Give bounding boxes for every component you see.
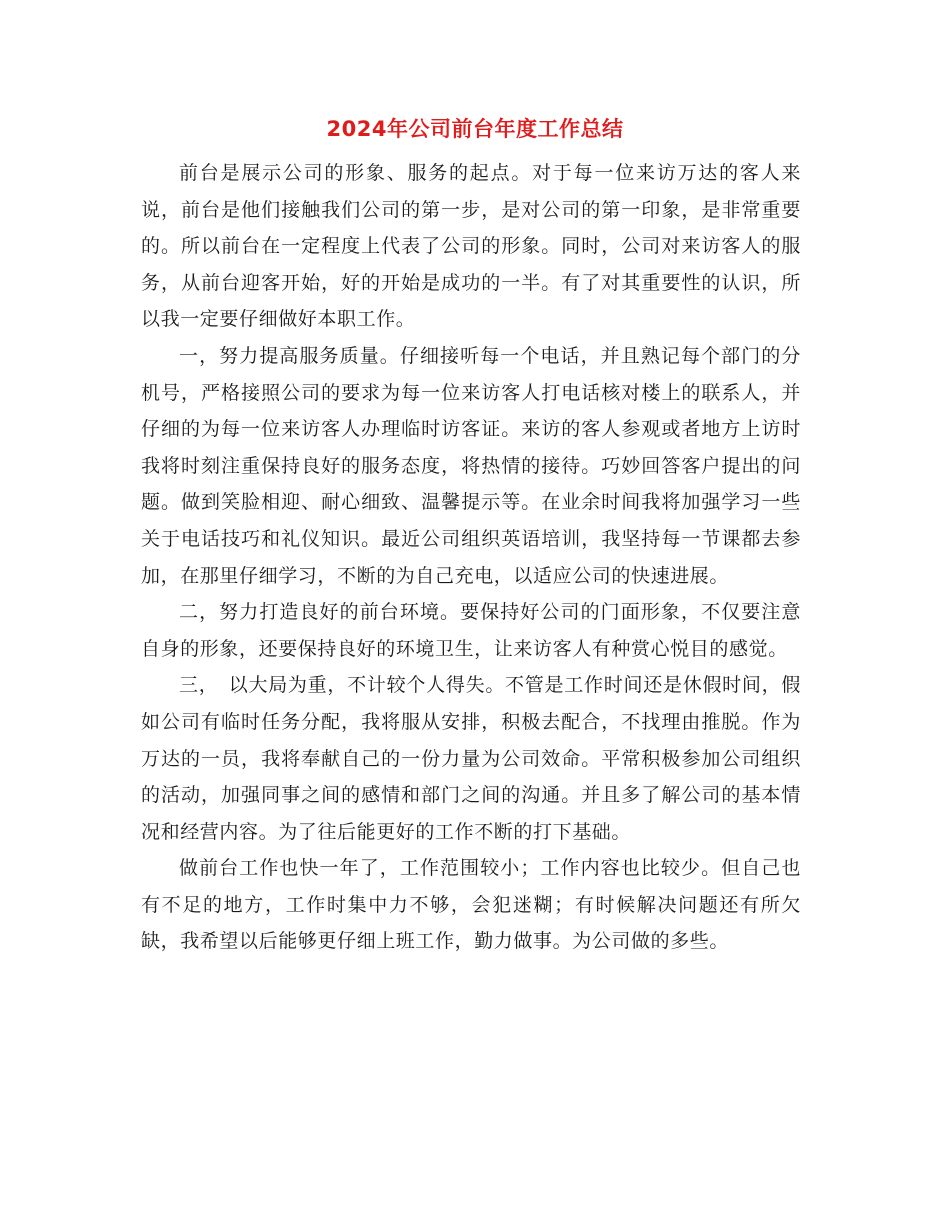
paragraph-overall-interest: 三， 以大局为重，不计较个人得失。不管是工作时间还是休假时间，假如公司有临时任务分配，我将服从安排，积极去配合，不找理由推脱。作为万达的一员，我将奉献自己的一份力量为公司效命。平常积极参加公司组织的活动，加强同事之间的感情和部门之间的沟通。并且多了解公司的基本情况和经营内容。为了往后能更好的工作不断的打下基础。 (141, 674, 801, 843)
document-title: 2024年公司前台年度工作总结 (326, 117, 624, 141)
document-body (141, 155, 801, 960)
paragraph-conclusion: 做前台工作也快一年了，工作范围较小；工作内容也比较少。但自己也有不足的地方，工作时集中力不够，会犯迷糊；有时候解决问题还有所欠缺，我希望以后能够更仔细上班工作，勤力做事。为公司做的多些。 (141, 857, 801, 953)
paragraph-intro: 前台是展示公司的形象、服务的起点。对于每一位来访万达的客人来说，前台是他们接触我们公司的第一步，是对公司的第一印象，是非常重要的。所以前台在一定程度上代表了公司的形象。同时，公司对来访客人的服务，从前台迎客开始，好的开始是成功的一半。有了对其重要性的认识，所以我一定要仔细做好本职工作。 (141, 162, 801, 331)
paragraph-environment: 二，努力打造良好的前台环境。要保持好公司的门面形象，不仅要注意自身的形象，还要保持良好的环境卫生，让来访客人有种赏心悦目的感觉。 (141, 601, 801, 660)
paragraph-service-quality: 一，努力提高服务质量。仔细接听每一个电话，并且熟记每个部门的分机号，严格接照公司的要求为每一位来访客人打电话核对楼上的联系人，并仔细的为每一位来访客人办理临时访客证。来访的客人参观或者地方上访时我将时刻注重保持良好的服务态度，将热情的接待。巧妙回答客户提出的问题。做到笑脸相迎、耐心细致、温馨提示等。在业余时间我将加强学习一些关于电话技巧和礼仪知识。最近公司组织英语培训，我坚持每一节课都去参加，在那里仔细学习，不断的为自己充电，以适应公司的快速进展。 (141, 344, 801, 587)
